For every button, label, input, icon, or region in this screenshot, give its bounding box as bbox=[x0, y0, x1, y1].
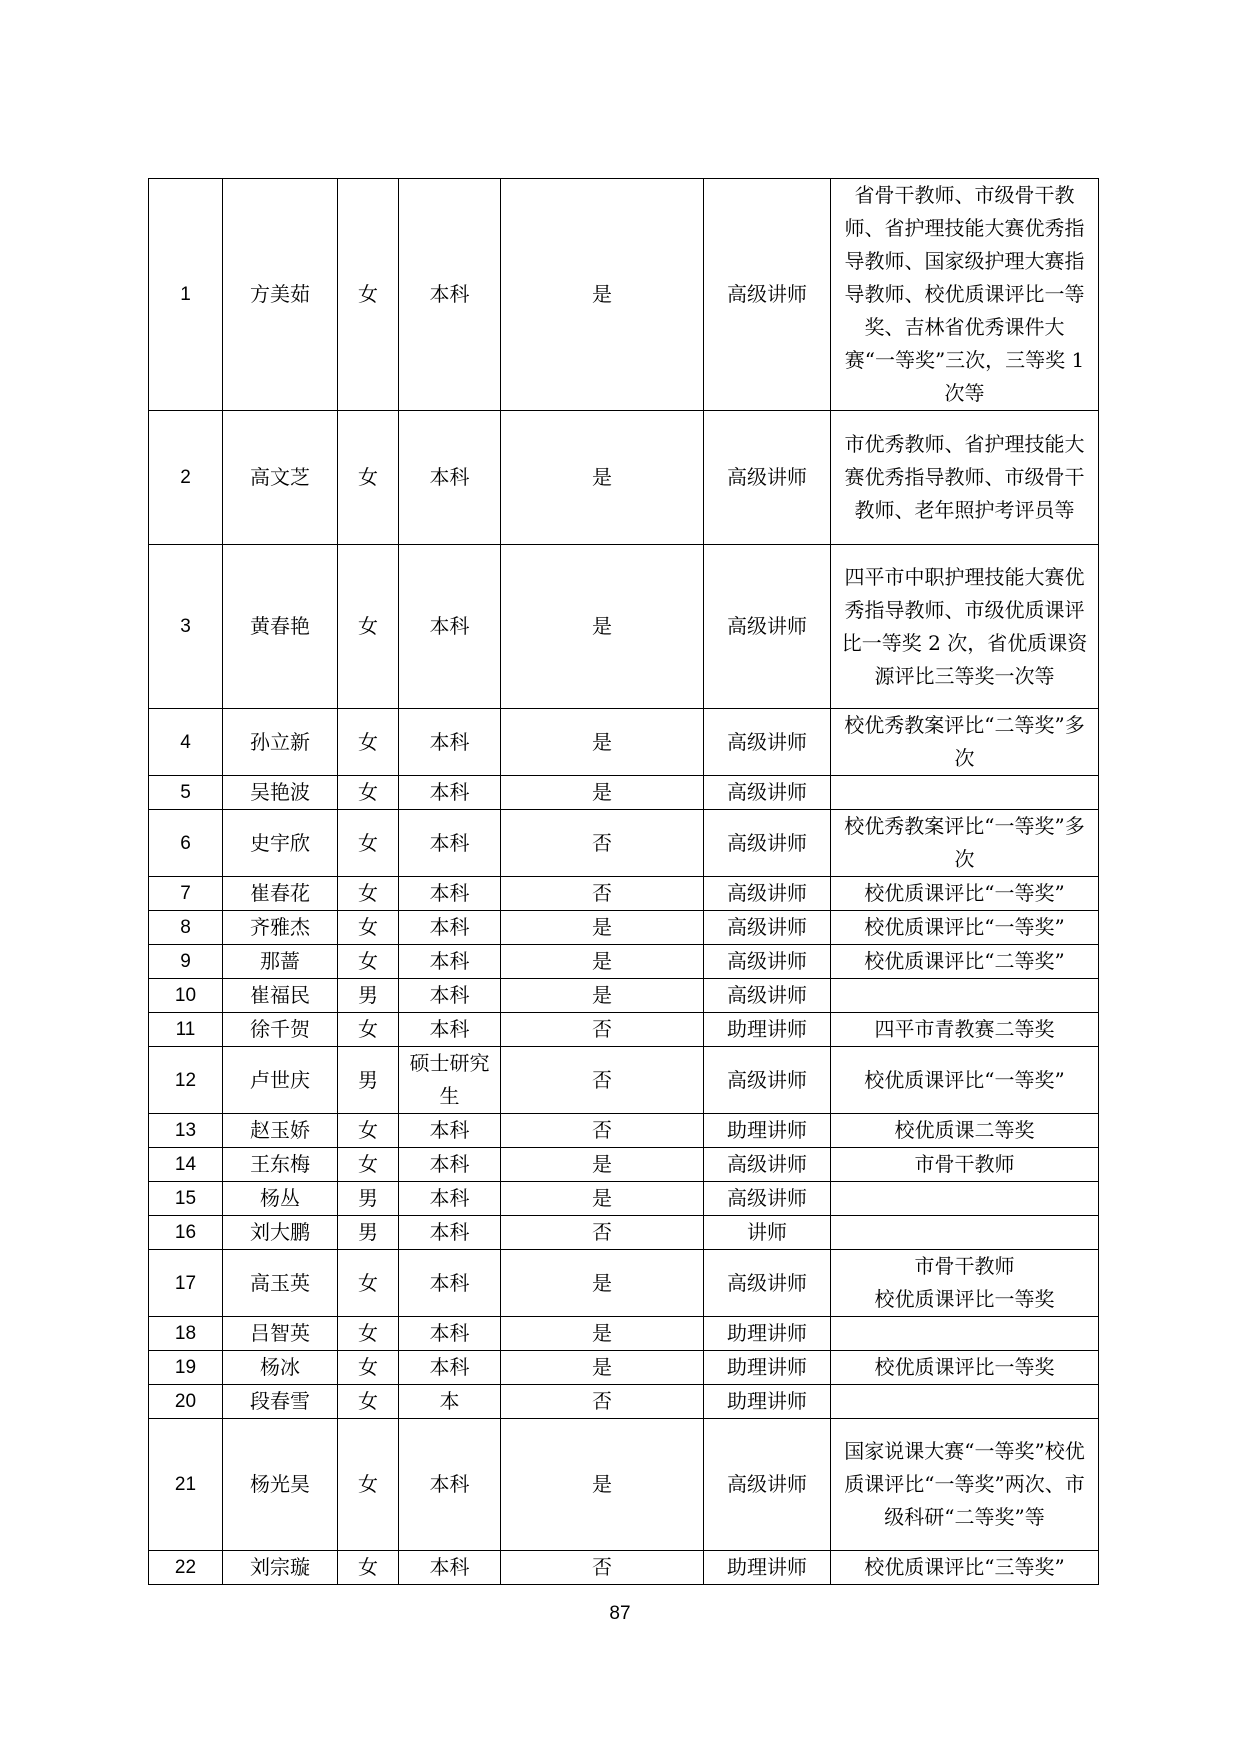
cell-name: 吕智英 bbox=[223, 1317, 338, 1351]
cell-flag: 是 bbox=[501, 1419, 704, 1551]
cell-notes: 四平市中职护理技能大赛优秀指导教师、市级优质课评比一等奖 2 次，省优质课资源评比三等奖一次等 bbox=[831, 545, 1099, 709]
cell-notes: 市优秀教师、省护理技能大赛优秀指导教师、市级骨干教师、老年照护考评员等 bbox=[831, 411, 1099, 545]
cell-flag: 是 bbox=[501, 945, 704, 979]
cell-notes bbox=[831, 1182, 1099, 1216]
table-row bbox=[149, 179, 1099, 411]
cell-gender: 女 bbox=[338, 776, 399, 810]
cell-number: 19 bbox=[149, 1351, 223, 1385]
cell-notes: 四平市青教赛二等奖 bbox=[831, 1013, 1099, 1047]
cell-title: 高级讲师 bbox=[704, 1182, 831, 1216]
cell-notes: 国家说课大赛“一等奖”校优质课评比“一等奖”两次、市级科研“二等奖”等 bbox=[831, 1419, 1099, 1551]
cell-title: 助理讲师 bbox=[704, 1385, 831, 1419]
cell-education: 本科 bbox=[399, 1317, 501, 1351]
cell-education: 本科 bbox=[399, 810, 501, 877]
cell-name: 崔福民 bbox=[223, 979, 338, 1013]
cell-flag: 是 bbox=[501, 776, 704, 810]
cell-name: 孙立新 bbox=[223, 709, 338, 776]
table-row bbox=[149, 1148, 1099, 1182]
table-row bbox=[149, 911, 1099, 945]
cell-notes bbox=[831, 1216, 1099, 1250]
cell-flag: 是 bbox=[501, 1182, 704, 1216]
cell-title: 助理讲师 bbox=[704, 1114, 831, 1148]
cell-number: 15 bbox=[149, 1182, 223, 1216]
cell-flag: 否 bbox=[501, 877, 704, 911]
cell-notes: 省骨干教师、市级骨干教师、省护理技能大赛优秀指导教师、国家级护理大赛指导教师、校优质课评比一等奖、吉林省优秀课件大赛“一等奖”三次，三等奖 1 次等 bbox=[831, 179, 1099, 411]
table-row bbox=[149, 1114, 1099, 1148]
cell-number: 8 bbox=[149, 911, 223, 945]
cell-name: 杨冰 bbox=[223, 1351, 338, 1385]
cell-notes bbox=[831, 1317, 1099, 1351]
cell-name: 崔春花 bbox=[223, 877, 338, 911]
cell-flag: 是 bbox=[501, 911, 704, 945]
table-row bbox=[149, 411, 1099, 545]
cell-gender: 女 bbox=[338, 179, 399, 411]
cell-notes: 校优质课评比“三等奖” bbox=[831, 1551, 1099, 1585]
cell-gender: 女 bbox=[338, 945, 399, 979]
cell-number: 6 bbox=[149, 810, 223, 877]
cell-name: 史宇欣 bbox=[223, 810, 338, 877]
cell-title: 助理讲师 bbox=[704, 1317, 831, 1351]
cell-gender: 女 bbox=[338, 1351, 399, 1385]
table-row bbox=[149, 1182, 1099, 1216]
cell-education: 本科 bbox=[399, 1551, 501, 1585]
cell-name: 黄春艳 bbox=[223, 545, 338, 709]
table-row bbox=[149, 709, 1099, 776]
cell-gender: 女 bbox=[338, 1385, 399, 1419]
cell-gender: 女 bbox=[338, 411, 399, 545]
cell-number: 18 bbox=[149, 1317, 223, 1351]
cell-education: 本科 bbox=[399, 776, 501, 810]
cell-gender: 女 bbox=[338, 1148, 399, 1182]
cell-name: 那蔷 bbox=[223, 945, 338, 979]
cell-gender: 女 bbox=[338, 877, 399, 911]
cell-title: 助理讲师 bbox=[704, 1013, 831, 1047]
table-row bbox=[149, 1419, 1099, 1551]
cell-name: 刘宗璇 bbox=[223, 1551, 338, 1585]
cell-gender: 女 bbox=[338, 1250, 399, 1317]
table-row bbox=[149, 1013, 1099, 1047]
cell-education: 本科 bbox=[399, 911, 501, 945]
cell-gender: 女 bbox=[338, 709, 399, 776]
cell-gender: 女 bbox=[338, 1419, 399, 1551]
cell-name: 徐千贺 bbox=[223, 1013, 338, 1047]
cell-flag: 否 bbox=[501, 1047, 704, 1114]
cell-name: 齐雅杰 bbox=[223, 911, 338, 945]
cell-gender: 女 bbox=[338, 810, 399, 877]
table-row bbox=[149, 1551, 1099, 1585]
table-row bbox=[149, 545, 1099, 709]
cell-name: 高玉英 bbox=[223, 1250, 338, 1317]
cell-gender: 女 bbox=[338, 545, 399, 709]
table-row bbox=[149, 776, 1099, 810]
cell-name: 高文芝 bbox=[223, 411, 338, 545]
cell-flag: 否 bbox=[501, 1551, 704, 1585]
cell-flag: 否 bbox=[501, 810, 704, 877]
cell-title: 高级讲师 bbox=[704, 1047, 831, 1114]
cell-title: 高级讲师 bbox=[704, 545, 831, 709]
cell-title: 高级讲师 bbox=[704, 945, 831, 979]
cell-gender: 男 bbox=[338, 1182, 399, 1216]
cell-title: 高级讲师 bbox=[704, 776, 831, 810]
cell-flag: 否 bbox=[501, 1114, 704, 1148]
cell-notes: 校优质课评比“二等奖” bbox=[831, 945, 1099, 979]
table-row bbox=[149, 877, 1099, 911]
cell-education: 本科 bbox=[399, 877, 501, 911]
cell-name: 吴艳波 bbox=[223, 776, 338, 810]
table-row bbox=[149, 1351, 1099, 1385]
cell-number: 22 bbox=[149, 1551, 223, 1585]
cell-name: 杨丛 bbox=[223, 1182, 338, 1216]
cell-notes bbox=[831, 979, 1099, 1013]
cell-title: 高级讲师 bbox=[704, 709, 831, 776]
cell-education: 本科 bbox=[399, 1419, 501, 1551]
cell-title: 高级讲师 bbox=[704, 179, 831, 411]
cell-number: 20 bbox=[149, 1385, 223, 1419]
cell-education: 本科 bbox=[399, 1351, 501, 1385]
cell-number: 12 bbox=[149, 1047, 223, 1114]
cell-education: 本科 bbox=[399, 1148, 501, 1182]
cell-education: 本科 bbox=[399, 709, 501, 776]
cell-name: 方美茹 bbox=[223, 179, 338, 411]
cell-number: 21 bbox=[149, 1419, 223, 1551]
cell-flag: 是 bbox=[501, 709, 704, 776]
cell-name: 赵玉娇 bbox=[223, 1114, 338, 1148]
cell-flag: 否 bbox=[501, 1013, 704, 1047]
cell-name: 刘大鹏 bbox=[223, 1216, 338, 1250]
cell-gender: 女 bbox=[338, 1551, 399, 1585]
cell-education: 本科 bbox=[399, 179, 501, 411]
cell-gender: 男 bbox=[338, 1047, 399, 1114]
cell-name: 杨光昊 bbox=[223, 1419, 338, 1551]
cell-name: 卢世庆 bbox=[223, 1047, 338, 1114]
cell-gender: 男 bbox=[338, 979, 399, 1013]
cell-name: 王东梅 bbox=[223, 1148, 338, 1182]
cell-title: 助理讲师 bbox=[704, 1351, 831, 1385]
cell-education: 本科 bbox=[399, 1114, 501, 1148]
cell-education: 本科 bbox=[399, 979, 501, 1013]
cell-notes: 校优秀教案评比“一等奖”多次 bbox=[831, 810, 1099, 877]
cell-notes: 校优质课评比“一等奖” bbox=[831, 1047, 1099, 1114]
cell-education: 本科 bbox=[399, 1250, 501, 1317]
cell-number: 11 bbox=[149, 1013, 223, 1047]
cell-title: 助理讲师 bbox=[704, 1551, 831, 1585]
cell-flag: 是 bbox=[501, 979, 704, 1013]
cell-flag: 是 bbox=[501, 1250, 704, 1317]
cell-notes: 校优质课评比“一等奖” bbox=[831, 911, 1099, 945]
cell-notes: 校优秀教案评比“二等奖”多次 bbox=[831, 709, 1099, 776]
cell-education: 本科 bbox=[399, 1216, 501, 1250]
cell-gender: 女 bbox=[338, 911, 399, 945]
staff-table bbox=[148, 178, 1099, 1585]
table-row bbox=[149, 1216, 1099, 1250]
cell-number: 5 bbox=[149, 776, 223, 810]
cell-gender: 女 bbox=[338, 1013, 399, 1047]
cell-number: 14 bbox=[149, 1148, 223, 1182]
cell-flag: 是 bbox=[501, 411, 704, 545]
cell-title: 高级讲师 bbox=[704, 810, 831, 877]
cell-number: 4 bbox=[149, 709, 223, 776]
cell-education: 本 bbox=[399, 1385, 501, 1419]
cell-title: 高级讲师 bbox=[704, 1419, 831, 1551]
cell-gender: 女 bbox=[338, 1317, 399, 1351]
table-row bbox=[149, 810, 1099, 877]
cell-number: 1 bbox=[149, 179, 223, 411]
cell-flag: 否 bbox=[501, 1216, 704, 1250]
table-row bbox=[149, 1250, 1099, 1317]
cell-flag: 是 bbox=[501, 1317, 704, 1351]
cell-notes: 市骨干教师 校优质课评比一等奖 bbox=[831, 1250, 1099, 1317]
table-row bbox=[149, 1047, 1099, 1114]
cell-flag: 是 bbox=[501, 1148, 704, 1182]
cell-education: 本科 bbox=[399, 545, 501, 709]
cell-title: 高级讲师 bbox=[704, 877, 831, 911]
table-row bbox=[149, 979, 1099, 1013]
cell-number: 17 bbox=[149, 1250, 223, 1317]
cell-education: 本科 bbox=[399, 411, 501, 545]
cell-name: 段春雪 bbox=[223, 1385, 338, 1419]
table-row bbox=[149, 1385, 1099, 1419]
cell-notes bbox=[831, 776, 1099, 810]
cell-flag: 是 bbox=[501, 179, 704, 411]
cell-notes: 校优质课评比一等奖 bbox=[831, 1351, 1099, 1385]
cell-number: 2 bbox=[149, 411, 223, 545]
cell-title: 高级讲师 bbox=[704, 1148, 831, 1182]
table-row bbox=[149, 1317, 1099, 1351]
cell-title: 高级讲师 bbox=[704, 1250, 831, 1317]
cell-education: 硕士研究生 bbox=[399, 1047, 501, 1114]
cell-flag: 是 bbox=[501, 1351, 704, 1385]
cell-number: 7 bbox=[149, 877, 223, 911]
cell-education: 本科 bbox=[399, 945, 501, 979]
cell-notes bbox=[831, 1385, 1099, 1419]
cell-flag: 是 bbox=[501, 545, 704, 709]
cell-education: 本科 bbox=[399, 1182, 501, 1216]
cell-number: 3 bbox=[149, 545, 223, 709]
cell-title: 高级讲师 bbox=[704, 911, 831, 945]
cell-title: 讲师 bbox=[704, 1216, 831, 1250]
table-body bbox=[149, 179, 1099, 1585]
cell-title: 高级讲师 bbox=[704, 979, 831, 1013]
cell-gender: 女 bbox=[338, 1114, 399, 1148]
cell-notes: 市骨干教师 bbox=[831, 1148, 1099, 1182]
cell-notes: 校优质课评比“一等奖” bbox=[831, 877, 1099, 911]
cell-gender: 男 bbox=[338, 1216, 399, 1250]
cell-number: 10 bbox=[149, 979, 223, 1013]
cell-notes: 校优质课二等奖 bbox=[831, 1114, 1099, 1148]
cell-education: 本科 bbox=[399, 1013, 501, 1047]
cell-flag: 否 bbox=[501, 1385, 704, 1419]
page-number: 87 bbox=[609, 1603, 631, 1624]
cell-number: 9 bbox=[149, 945, 223, 979]
table-row bbox=[149, 945, 1099, 979]
cell-number: 16 bbox=[149, 1216, 223, 1250]
cell-number: 13 bbox=[149, 1114, 223, 1148]
cell-title: 高级讲师 bbox=[704, 411, 831, 545]
